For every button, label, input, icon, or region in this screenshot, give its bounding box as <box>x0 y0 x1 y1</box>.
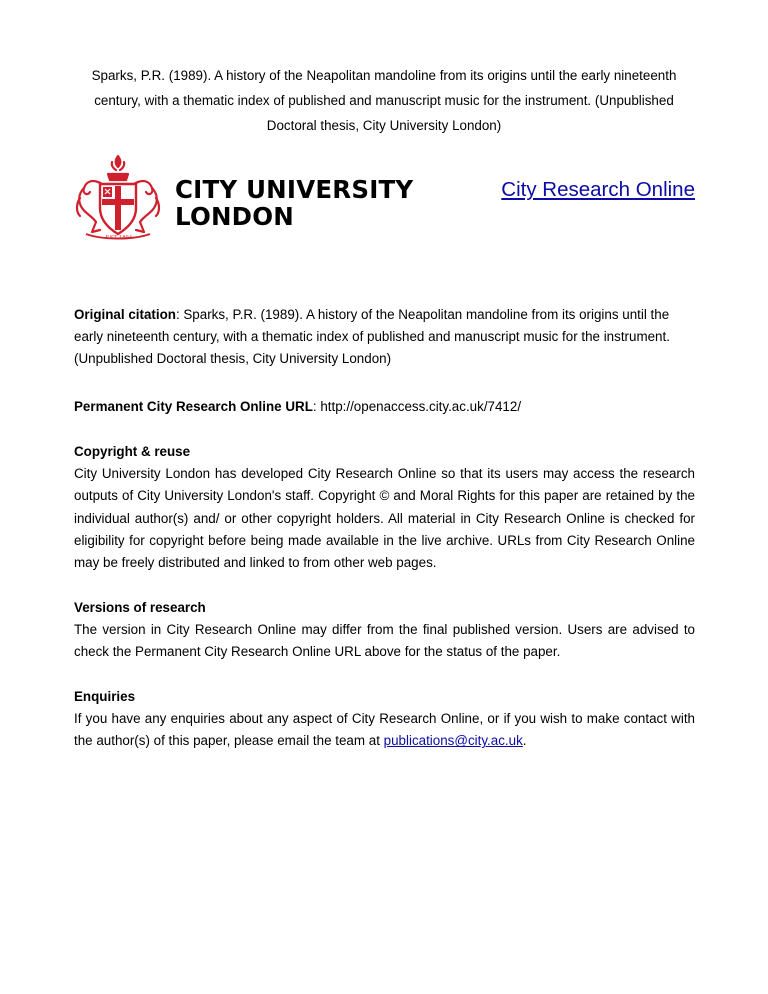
citation-line: Doctoral thesis, City University London) <box>266 118 502 133</box>
permanent-url-text: : http://openaccess.city.ac.uk/7412/ <box>312 399 522 414</box>
wordmark-line-1: CITY UNIVERSITY <box>175 175 414 204</box>
copyright-heading: Copyright & reuse <box>74 444 191 459</box>
enquiries-text-end: . <box>522 733 527 749</box>
enquiries-section <box>74 686 695 753</box>
versions-section <box>74 597 695 664</box>
permanent-url-section <box>74 396 695 418</box>
original-citation-section <box>74 304 695 371</box>
original-citation-text: : Sparks, P.R. (1989). A history of the Neapolitan mandoline from its origins until the early nineteenth century, with a thematic index of published and manuscript music for the instrument. (Unpublished Doctoral thesis, City University London) <box>74 307 670 367</box>
enquiries-heading: Enquiries <box>74 689 136 704</box>
enquiries-body <box>74 708 695 752</box>
copyright-section <box>74 441 695 574</box>
enquiries-text: If you have any enquiries about any aspect of City Research Online, or if you wish to make contact with the author(s) of this paper, please email the team at <box>74 711 695 749</box>
versions-heading: Versions of research <box>74 600 206 615</box>
university-wordmark <box>175 176 413 230</box>
permanent-url-label: Permanent City Research Online URL <box>74 399 313 414</box>
copyright-body: City University London has developed City Research Online so that its users may access the research outputs of City University London's staff. Copyright © and Moral Rights for this paper are retained by the individual author(s) and/ or other copyright holders. All material in City Research Online is checked for eligibility for copyright before being made available in the live archive. URLs from City Research Online may be freely distributed and linked to from other web pages. <box>74 466 695 571</box>
original-citation-label: Original citation <box>74 307 176 322</box>
header-citation <box>40 63 728 138</box>
wordmark-line-2: LONDON <box>175 202 294 231</box>
versions-body: The version in City Research Online may differ from the final published version. Users are advised to check the Permanent City Research Online URL above for the status of the paper. <box>74 622 695 660</box>
city-research-online-link[interactable]: City Research Online <box>501 178 695 201</box>
publications-email-link[interactable]: publications@city.ac.uk <box>383 733 523 749</box>
citation-line: century, with a thematic index of published and manuscript music for the instrument. (Unpublished <box>94 93 674 108</box>
city-university-logo <box>72 150 412 250</box>
university-crest-icon <box>72 150 164 246</box>
citation-line: Sparks, P.R. (1989). A history of the Neapolitan mandoline from its origins until the early nineteenth <box>91 68 677 83</box>
established-year: EST 1894 <box>105 235 133 241</box>
